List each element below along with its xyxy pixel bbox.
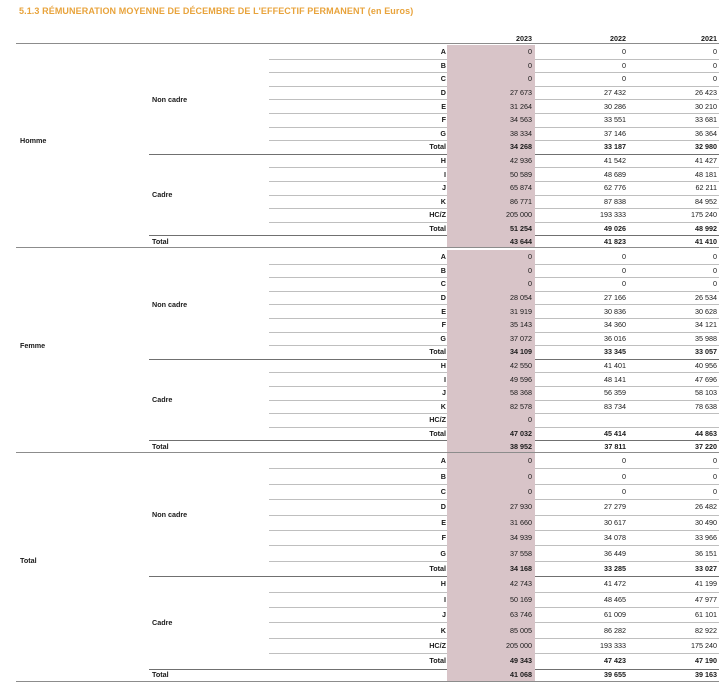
value-2023: 31 919 xyxy=(447,304,535,318)
row-label: A xyxy=(440,456,446,466)
row-label: Total xyxy=(429,347,446,357)
value-2021: 33 057 xyxy=(695,347,717,357)
value-2023: 31 264 xyxy=(447,99,535,113)
row-divider xyxy=(16,681,719,682)
value-2023: 47 032 xyxy=(447,427,535,441)
value-2023: 34 268 xyxy=(447,140,535,154)
value-2022: 27 432 xyxy=(604,88,626,98)
value-2021: 37 220 xyxy=(695,441,717,451)
row-label: I xyxy=(444,374,446,384)
category-name: Non cadre xyxy=(152,94,188,104)
gender-total-row xyxy=(16,669,719,681)
row-label: Total xyxy=(429,224,446,234)
value-2023: 31 660 xyxy=(447,515,535,530)
row-label: D xyxy=(440,293,446,303)
value-2023: 63 746 xyxy=(447,607,535,622)
row-label: J xyxy=(442,183,446,193)
value-2021: 36 364 xyxy=(695,128,717,138)
value-2022: 48 465 xyxy=(604,594,626,604)
value-2023: 37 558 xyxy=(447,545,535,560)
value-2022: 62 776 xyxy=(604,183,626,193)
value-2021: 33 681 xyxy=(695,115,717,125)
value-2022: 30 286 xyxy=(604,101,626,111)
value-2021: 0 xyxy=(713,486,717,496)
value-2022: 0 xyxy=(622,456,626,466)
value-2023: 42 550 xyxy=(447,359,535,373)
value-2021: 39 163 xyxy=(695,670,717,680)
value-2022: 37 811 xyxy=(604,441,626,451)
value-2023: 0 xyxy=(447,264,535,278)
value-2023: 42 743 xyxy=(447,576,535,591)
value-2023: 38 952 xyxy=(447,440,535,452)
total-label: Total xyxy=(152,236,169,246)
value-2023: 27 673 xyxy=(447,86,535,100)
row-label: F xyxy=(441,533,446,543)
value-2023: 0 xyxy=(447,484,535,499)
row-label: F xyxy=(441,115,446,125)
value-2022: 0 xyxy=(622,252,626,262)
value-2022: 86 282 xyxy=(604,625,626,635)
value-2021: 32 980 xyxy=(695,142,717,152)
row-label: I xyxy=(444,594,446,604)
value-2021: 30 490 xyxy=(695,517,717,527)
value-2022: 41 542 xyxy=(604,156,626,166)
value-2021: 175 240 xyxy=(691,640,717,650)
row-label: J xyxy=(442,610,446,620)
value-2022: 0 xyxy=(622,471,626,481)
row-label: C xyxy=(440,486,446,496)
value-2022: 33 187 xyxy=(604,142,626,152)
value-2022: 0 xyxy=(622,486,626,496)
value-2022: 87 838 xyxy=(604,196,626,206)
value-2022: 0 xyxy=(622,74,626,84)
gender-name: Total xyxy=(20,556,37,566)
total-label: Total xyxy=(152,670,169,680)
value-2023: 65 874 xyxy=(447,181,535,195)
row-label: HC/Z xyxy=(429,640,446,650)
value-2021: 0 xyxy=(713,47,717,57)
value-2021: 0 xyxy=(713,265,717,275)
value-2022: 33 345 xyxy=(604,347,626,357)
value-2022: 48 141 xyxy=(604,374,626,384)
value-2022: 27 166 xyxy=(604,293,626,303)
value-2022: 0 xyxy=(622,60,626,70)
gender-name: Homme xyxy=(20,135,47,145)
value-2022: 34 360 xyxy=(604,320,626,330)
value-2021: 82 922 xyxy=(695,625,717,635)
value-2022: 61 009 xyxy=(604,610,626,620)
row-label: D xyxy=(440,502,446,512)
value-2021: 0 xyxy=(713,471,717,481)
table-title: 5.1.3 RÉMUNERATION MOYENNE DE DÉCEMBRE DE L'EFFECTIF PERMANENT (en Euros) xyxy=(19,6,414,16)
value-2022: 30 617 xyxy=(604,517,626,527)
value-2021: 41 199 xyxy=(695,579,717,589)
value-2023: 0 xyxy=(447,250,535,264)
row-label: E xyxy=(441,101,446,111)
value-2023: 85 005 xyxy=(447,622,535,637)
gender-label xyxy=(16,453,146,669)
value-2023: 51 254 xyxy=(447,222,535,236)
row-label: H xyxy=(440,156,446,166)
row-label: J xyxy=(442,388,446,398)
value-2021: 47 977 xyxy=(695,594,717,604)
value-2023: 38 334 xyxy=(447,127,535,141)
gender-label xyxy=(16,45,146,235)
row-label: B xyxy=(440,471,446,481)
value-2023: 49 596 xyxy=(447,372,535,386)
value-2022: 36 016 xyxy=(604,333,626,343)
value-2023: 86 771 xyxy=(447,195,535,209)
value-2021: 41 410 xyxy=(695,236,717,246)
value-2022: 0 xyxy=(622,279,626,289)
gender-total-row xyxy=(16,440,719,452)
value-2023: 34 939 xyxy=(447,530,535,545)
row-label: I xyxy=(444,169,446,179)
value-2022: 33 285 xyxy=(604,563,626,573)
category-name: Non cadre xyxy=(152,510,188,520)
value-2022: 56 359 xyxy=(604,388,626,398)
value-2023: 43 644 xyxy=(447,235,535,247)
value-2021: 33 966 xyxy=(695,533,717,543)
value-2022: 0 xyxy=(622,265,626,275)
value-2021: 0 xyxy=(713,252,717,262)
year-header-2022: 2022 xyxy=(610,33,626,43)
value-2021: 41 427 xyxy=(695,156,717,166)
category-name: Cadre xyxy=(152,190,173,200)
value-2021: 58 103 xyxy=(695,388,717,398)
value-2021: 40 956 xyxy=(695,361,717,371)
value-2021: 61 101 xyxy=(695,610,717,620)
value-2023: 0 xyxy=(447,59,535,73)
row-label: A xyxy=(440,252,446,262)
value-2021: 47 190 xyxy=(695,656,717,666)
value-2023: 34 168 xyxy=(447,561,535,576)
total-label: Total xyxy=(152,441,169,451)
value-2022: 83 734 xyxy=(604,401,626,411)
value-2021: 26 423 xyxy=(695,88,717,98)
value-2023: 0 xyxy=(447,72,535,86)
value-2023: 42 936 xyxy=(447,154,535,168)
value-2021: 35 988 xyxy=(695,333,717,343)
value-2023: 50 589 xyxy=(447,167,535,181)
value-2021: 44 863 xyxy=(695,429,717,439)
row-label: E xyxy=(441,306,446,316)
category-name: Cadre xyxy=(152,617,173,627)
value-2022: 30 836 xyxy=(604,306,626,316)
row-label: B xyxy=(440,265,446,275)
value-2021: 0 xyxy=(713,456,717,466)
value-2022: 49 026 xyxy=(604,224,626,234)
row-label: B xyxy=(440,60,446,70)
row-label: Total xyxy=(429,563,446,573)
value-2023: 50 169 xyxy=(447,592,535,607)
row-label: G xyxy=(440,128,446,138)
value-2022: 193 333 xyxy=(600,640,626,650)
value-2022: 47 423 xyxy=(604,656,626,666)
value-2022: 33 551 xyxy=(604,115,626,125)
value-2021: 30 210 xyxy=(695,101,717,111)
value-2023: 0 xyxy=(447,277,535,291)
value-2021: 47 696 xyxy=(695,374,717,384)
value-2021: 34 121 xyxy=(695,320,717,330)
value-2022: 36 449 xyxy=(604,548,626,558)
value-2021: 30 628 xyxy=(695,306,717,316)
table-header-row xyxy=(16,33,719,43)
row-divider xyxy=(16,247,719,248)
value-2023: 34 109 xyxy=(447,345,535,359)
value-2022: 48 689 xyxy=(604,169,626,179)
row-label: G xyxy=(440,333,446,343)
row-label: C xyxy=(440,279,446,289)
gender-label xyxy=(16,250,146,440)
row-label: HC/Z xyxy=(429,415,446,425)
value-2022 xyxy=(536,413,628,427)
value-2021: 26 534 xyxy=(695,293,717,303)
value-2021: 78 638 xyxy=(695,401,717,411)
value-2023: 35 143 xyxy=(447,318,535,332)
value-2022: 34 078 xyxy=(604,533,626,543)
value-2023: 49 343 xyxy=(447,653,535,668)
value-2021: 33 027 xyxy=(695,563,717,573)
value-2021: 48 181 xyxy=(695,169,717,179)
row-label: Total xyxy=(429,429,446,439)
gender-name: Femme xyxy=(20,340,46,350)
value-2021: 36 151 xyxy=(695,548,717,558)
value-2022: 41 401 xyxy=(604,361,626,371)
value-2021: 26 482 xyxy=(695,502,717,512)
value-2023: 0 xyxy=(447,45,535,59)
value-2022: 41 823 xyxy=(604,236,626,246)
value-2023: 0 xyxy=(447,468,535,483)
value-2023: 58 368 xyxy=(447,386,535,400)
value-2022: 37 146 xyxy=(604,128,626,138)
value-2023: 0 xyxy=(447,453,535,468)
value-2023: 28 054 xyxy=(447,291,535,305)
row-label: E xyxy=(441,517,446,527)
row-label: G xyxy=(440,548,446,558)
value-2021: 62 211 xyxy=(695,183,717,193)
row-divider xyxy=(16,43,719,44)
row-label: H xyxy=(440,579,446,589)
value-2023: 82 578 xyxy=(447,400,535,414)
value-2021: 0 xyxy=(713,279,717,289)
value-2023: 34 563 xyxy=(447,113,535,127)
value-2021: 0 xyxy=(713,74,717,84)
value-2022: 27 279 xyxy=(604,502,626,512)
value-2021: 84 952 xyxy=(695,196,717,206)
row-label: K xyxy=(440,401,446,411)
value-2021: 175 240 xyxy=(691,210,717,220)
value-2023: 37 072 xyxy=(447,332,535,346)
value-2023: 41 068 xyxy=(447,669,535,681)
row-label: K xyxy=(440,625,446,635)
year-header-2023: 2023 xyxy=(516,33,532,43)
value-2021: 0 xyxy=(713,60,717,70)
value-2022: 45 414 xyxy=(604,429,626,439)
value-2022: 193 333 xyxy=(600,210,626,220)
row-label: H xyxy=(440,361,446,371)
value-2021 xyxy=(628,413,719,427)
row-label: Total xyxy=(429,142,446,152)
value-2021: 48 992 xyxy=(695,224,717,234)
row-label: C xyxy=(440,74,446,84)
gender-total-row xyxy=(16,235,719,247)
value-2022: 0 xyxy=(622,47,626,57)
category-name: Non cadre xyxy=(152,299,188,309)
row-label: K xyxy=(440,196,446,206)
value-2022: 39 655 xyxy=(604,670,626,680)
value-2023: 205 000 xyxy=(447,638,535,653)
value-2022: 41 472 xyxy=(604,579,626,589)
row-label: A xyxy=(440,47,446,57)
year-header-2021: 2021 xyxy=(701,33,717,43)
value-2023: 205 000 xyxy=(447,208,535,222)
value-2023: 0 xyxy=(447,413,535,427)
row-label: Total xyxy=(429,656,446,666)
value-2023: 27 930 xyxy=(447,499,535,514)
row-label: D xyxy=(440,88,446,98)
row-label: HC/Z xyxy=(429,210,446,220)
category-name: Cadre xyxy=(152,395,173,405)
row-label: F xyxy=(441,320,446,330)
